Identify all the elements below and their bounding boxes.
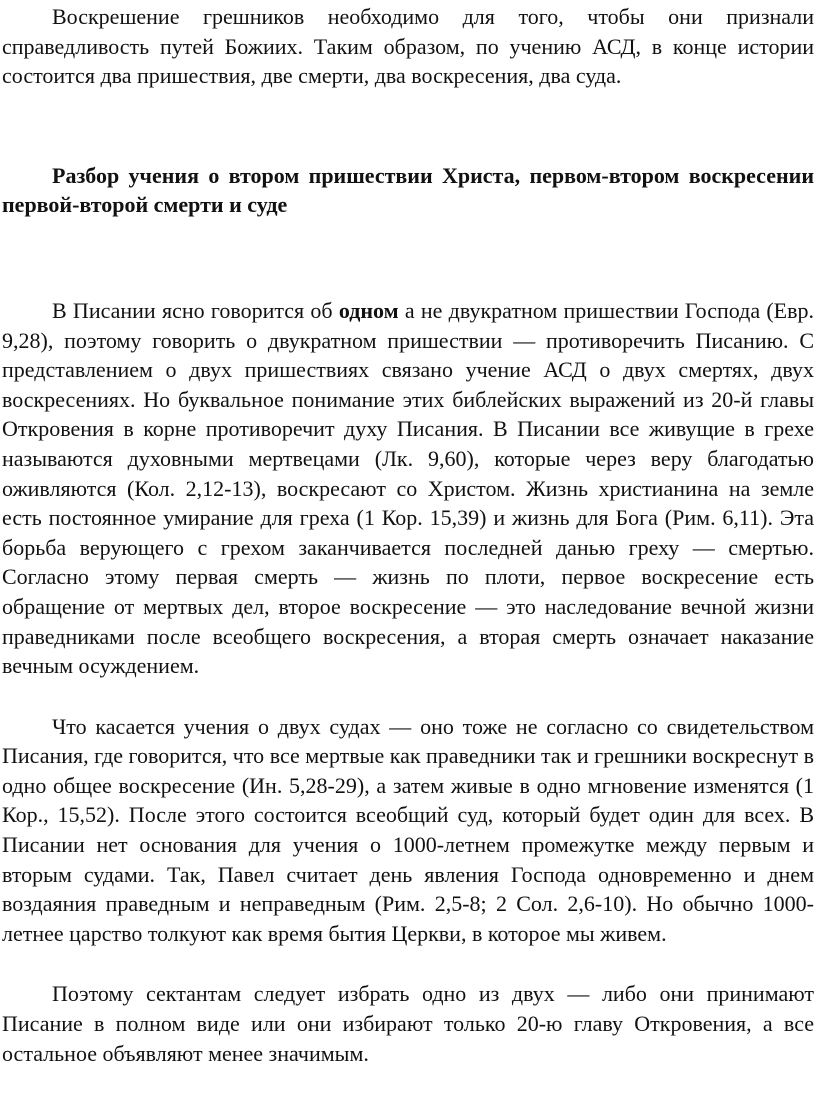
section-heading: Разбор учения о втором пришествии Христа, первом-втором воскресении первой-второй смерти и суде — [2, 162, 814, 218]
paragraph-text-rest: а не двукратном пришествии Господа (Евр. 9,28), поэтому говорить о двукратном пришествии — противоречить Писанию. С представлением о двух пришествиях связано учение АСД о двух смертях, двух воскресениях. Но буквальное понимание этих библейских выражений из 20-й главы Откровения в корне противоречит духу Писания. В Писании все живущие в грехе называются духовными мертвецами (Лк. 9,60), которые через веру благодатью оживляются (Кол. 2,12-13), воскресают со Христом. Жизнь христианина на земле есть постоянное умирание для греха (1 Кор. 15,39) и жизнь для Бога (Рим. 6,11). Эта борьба верующего с грехом заканчивается последней данью греху — смертью. Согласно этому первая смерть — жизнь по плоти, первое воскресение есть обращение от мертвых дел, второе воскресение — это наследование вечной жизни праведниками после всеобщего воскресения, а вторая смерть означает наказание вечным осуждением. — [2, 297, 814, 679]
intro-paragraph: Воскрешение грешников необходимо для того, чтобы они признали справедливость путей Божиих. Таким образом, по учению АСД, в конце истории состоится два пришествия, две смерти, два воскресения, два суда. — [2, 4, 814, 89]
emphasis-word: одном — [338, 297, 399, 323]
paragraph-single-advent — [2, 296, 814, 681]
paragraph-conclusion: Поэтому сектантам следует избрать одно из двух — либо они принимают Писание в полном виде или они избирают только 20-ю главу Откровения, а все остальное объявляют менее значимым. — [2, 981, 814, 1066]
paragraph-text-start: В Писании ясно говорится об — [52, 297, 339, 323]
paragraph-two-judgments: Что касается учения о двух судах — оно тоже не согласно со свидетельством Писания, где говорится, что все мертвые как праведники так и грешники воскреснут в одно общее воскресение (Ин. 5,28-29), а затем живые в одно мгновение изменятся (1 Кор., 15,52). После этого состоится всеобщий суд, который будет один для всех. В Писании нет основания для учения о 1000-летнем промежутке между первым и вторым судами. Так, Павел считает день явления Господа одновременно и днем воздаяния праведным и неправедным (Рим. 2,5-8; 2 Сол. 2,6-10). Но обычно 1000-летнее царство толкуют как время бытия Церкви, в которое мы живем. — [2, 713, 814, 946]
